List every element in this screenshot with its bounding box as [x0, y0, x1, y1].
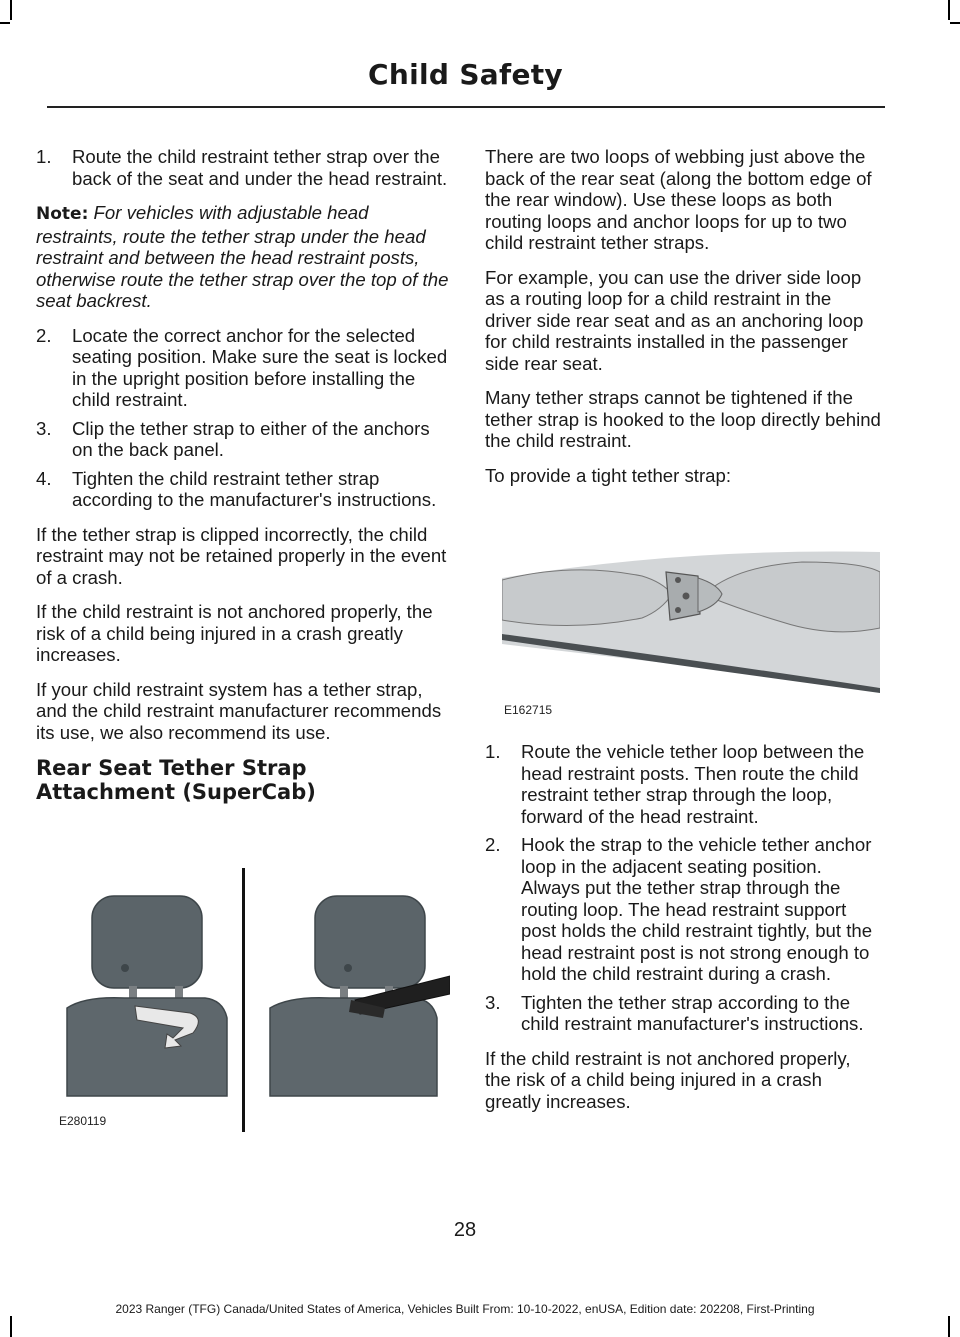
paragraph: If the tether strap is clipped incorrectly, the child restraint may not be retained properly in the event of a crash. — [36, 523, 447, 588]
step-number: 1. — [36, 146, 52, 167]
list-item — [36, 468, 450, 511]
note-label: Note: — [36, 204, 89, 224]
crop-mark — [948, 0, 950, 20]
right-column-lower — [485, 741, 881, 1125]
step-text: Route the vehicle tether loop between the head restraint posts. Then route the child restraint tether strap through the loop, forward of the head restraint. — [521, 741, 865, 827]
step-text: Locate the correct anchor for the selected seating position. Make sure the seat is locked in the upright position before installing the child restraint. — [72, 324, 448, 410]
list-item — [485, 741, 881, 827]
paragraph: Many tether straps cannot be tightened if the tether strap is hooked to the loop directly behind the child restraint. — [485, 387, 881, 451]
step-number: 2. — [485, 834, 501, 855]
crop-mark — [950, 22, 960, 24]
paragraph: If your child restraint system has a tether strap, and the child restraint manufacturer recommends its use, we also recommend its use. — [36, 678, 442, 743]
left-seat-figure — [67, 896, 227, 1096]
loop-illustration-svg — [502, 548, 880, 720]
crop-mark — [10, 0, 12, 20]
step-text: Route the child restraint tether strap over the back of the seat and under the head restraint. — [72, 146, 448, 189]
step-text: Tighten the tether strap according to the child restraint manufacturer's instructions. — [521, 991, 864, 1034]
paragraph: For example, you can use the driver side loop as a routing loop for a child restraint in the driver side rear seat and as an anchoring loop for child restraints installed in the passenger side rear seat. — [485, 266, 864, 374]
note — [36, 202, 450, 312]
crop-mark — [10, 1316, 12, 1337]
seat-tether-illustration — [55, 868, 450, 1132]
figure-code: E280119 — [59, 1114, 107, 1128]
step-text: Tighten the child restraint tether strap according to the manufacturer's instructions. — [72, 467, 437, 510]
crop-mark — [948, 1316, 950, 1337]
note-text: For vehicles with adjustable head restraints, route the tether strap under the head restraint and between the head restraint posts, otherwise route the tether strap over the top of the seat backrest. — [36, 202, 449, 311]
step-number: 4. — [36, 467, 52, 489]
section-heading: Rear Seat Tether Strap Attachment (SuperCab) — [36, 756, 316, 804]
list-item — [36, 146, 450, 189]
page-title: Child Safety — [368, 58, 563, 91]
footer-text: 2023 Ranger (TFG) Canada/United States of America, Vehicles Built From: 10-10-2022, enUSA, Edition date: 202208, First-Printing — [115, 1302, 815, 1316]
steps-list-a — [36, 146, 450, 189]
step-number: 1. — [485, 741, 501, 762]
step-number: 2. — [36, 324, 52, 346]
step-text: Clip the tether strap to either of the anchors on the back panel. — [72, 417, 430, 460]
list-item — [36, 325, 450, 411]
step-number: 3. — [36, 417, 52, 439]
step-text: Hook the strap to the vehicle tether anchor loop in the adjacent seating position. Always put the tether strap through the routing loop. The head restraint support post holds the child restraint tightly, but the head restraint post is not strong enough to hold the child restraint during a crash. — [521, 834, 873, 984]
list-item — [485, 992, 881, 1035]
crop-mark — [0, 22, 10, 24]
right-column — [485, 146, 881, 499]
list-item — [36, 418, 450, 461]
steps-list-b — [36, 325, 450, 511]
tether-loop-illustration — [502, 548, 880, 720]
right-seat-figure — [270, 896, 450, 1096]
paragraph: If the child restraint is not anchored properly, the risk of a child being injured in a crash greatly increases. — [485, 1047, 851, 1112]
figure-divider — [242, 868, 245, 1132]
list-item — [485, 834, 881, 985]
header-rule — [47, 106, 885, 108]
figure-code: E162715 — [504, 703, 553, 717]
paragraph: If the child restraint is not anchored properly, the risk of a child being injured in a crash greatly increases. — [36, 601, 433, 665]
steps-list-right — [485, 741, 881, 1035]
seat-illustration-svg — [55, 868, 450, 1132]
left-column — [36, 146, 450, 814]
paragraph: To provide a tight tether strap: — [485, 464, 731, 486]
page-number: 28 — [453, 1219, 477, 1241]
step-number: 3. — [485, 991, 501, 1013]
paragraph: There are two loops of webbing just above the back of the rear seat (along the bottom edge of the rear window). Use these loops as both routing loops and anchor loops for up to two child restraint tether straps. — [485, 146, 872, 253]
